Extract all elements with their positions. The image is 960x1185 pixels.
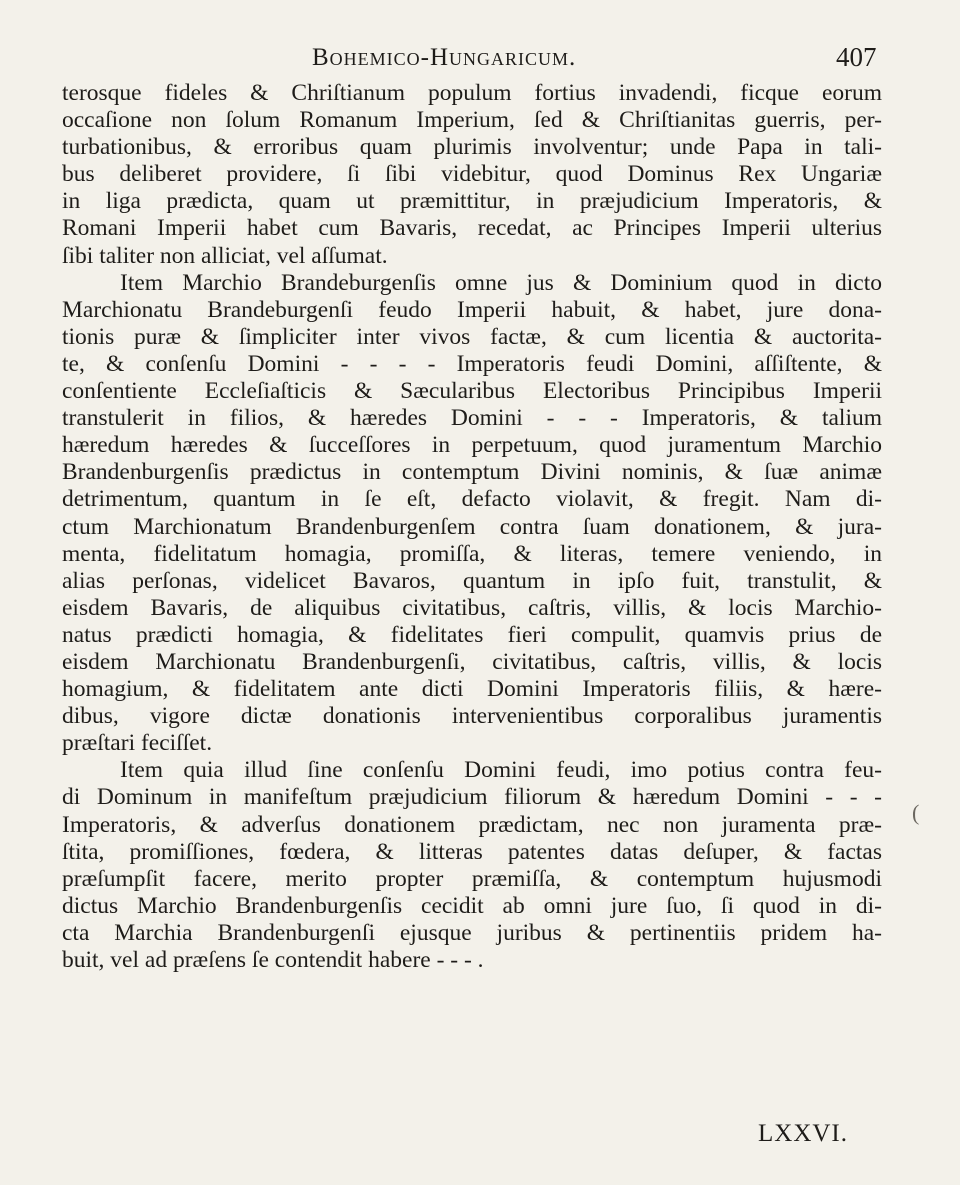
text-line: dictus Marchio Brandenburgenſis cecidit ab omni jure ſuo, ſi quod in di- — [62, 892, 882, 919]
text-line: tionis puræ & ſimpliciter inter vivos factæ, & cum licentia & auctorita- — [62, 323, 882, 350]
text-line: dibus, vigore dictæ donationis intervenientibus corporalibus juramentis — [62, 703, 882, 730]
text-line: præſumpſit facere, merito propter præmiſſa, & contemptum hujusmodi — [62, 865, 882, 892]
text-line: eisdem Marchionatu Brandenburgenſi, civitatibus, caſtris, villis, & locis — [62, 648, 882, 675]
text-line: turbationibus, & erroribus quam plurimis involventur; unde Papa in tali- — [62, 134, 882, 161]
text-line: terosque fideles & Chriſtianum populum fortius invadendi, ficque eorum — [62, 80, 882, 106]
text-line: Marchionatu Brandeburgenſi feudo Imperii habuit, & habet, jure dona- — [62, 296, 882, 323]
text-line: cta Marchia Brandenburgenſi ejusque juribus & pertinentiis pridem ha- — [62, 919, 882, 946]
running-title: Bohemico-Hungaricum. — [312, 44, 577, 71]
text-line: Imperatoris, & adverſus donationem prædictam, nec non juramenta præ- — [62, 811, 882, 838]
text-line: ctum Marchionatum Brandenburgenſem contra ſuam donationem, & jura- — [62, 513, 882, 540]
paragraph-start-line: Item quia illud ſine conſenſu Domini feudi, imo potius contra feu- — [120, 757, 882, 784]
text-line: alias perſonas, videlicet Bavaros, quantum in ipſo fuit, transtulit, & — [62, 567, 882, 594]
text-line: te, & conſenſu Domini - - - - Imperatoris feudi Domini, aſſiſtente, & — [62, 350, 882, 377]
text-line: ſibi taliter non alliciat, vel aſſumat. — [62, 242, 388, 269]
text-line: hæredum hæredes & ſucceſſores in perpetuum, quod juramentum Marchio — [62, 432, 882, 459]
text-line: conſentiente Eccleſiaſticis & Sæcularibus Electoribus Principibus Imperii — [62, 378, 882, 405]
catchword: LXXVI. — [758, 1120, 849, 1147]
text-line: in liga prædicta, quam ut præmittitur, in præjudicium Imperatoris, & — [62, 188, 882, 215]
paragraph-start-line: Item Marchio Brandeburgenſis omne jus & Dominium quod in dicto — [120, 269, 882, 296]
text-line: Romani Imperii habet cum Bavaris, recedat, ac Principes Imperii ulterius — [62, 215, 882, 242]
text-line: Brandenburgenſis prædictus in contemptum Divini nominis, & ſuæ animæ — [62, 459, 882, 486]
text-line: eisdem Bavaris, de aliquibus civitatibus, caſtris, villis, & locis Marchio- — [62, 594, 882, 621]
text-line: præſtari feciſſet. — [62, 730, 213, 757]
text-line: detrimentum, quantum in ſe eſt, defacto violavit, & fregit. Nam di- — [62, 486, 882, 513]
text-line: bus deliberet providere, ſi ſibi videbitur, quod Dominus Rex Ungariæ — [62, 161, 882, 188]
margin-bracket-mark: ( — [912, 800, 920, 825]
text-line: buit, vel ad præſens ſe contendit habere - - - . — [62, 947, 484, 973]
running-head — [0, 40, 960, 80]
page-number: 407 — [836, 42, 877, 72]
body-text — [62, 80, 882, 974]
text-line: occaſione non ſolum Romanum Imperium, ſed & Chriſtianitas guerris, per- — [62, 107, 882, 134]
text-line: natus prædicti homagia, & fidelitates fieri compulit, quamvis prius de — [62, 621, 882, 648]
text-line: ſtita, promiſſiones, fœdera, & litteras patentes datas deſuper, & factas — [62, 838, 882, 865]
text-line: menta, fidelitatum homagia, promiſſa, & literas, temere veniendo, in — [62, 540, 882, 567]
text-line: di Dominum in manifeſtum præjudicium filiorum & hæredum Domini - - - — [62, 784, 882, 811]
text-line: transtulerit in filios, & hæredes Domini - - - Imperatoris, & talium — [62, 405, 882, 432]
text-line: homagium, & fidelitatem ante dicti Domini Imperatoris filiis, & hære- — [62, 676, 882, 703]
